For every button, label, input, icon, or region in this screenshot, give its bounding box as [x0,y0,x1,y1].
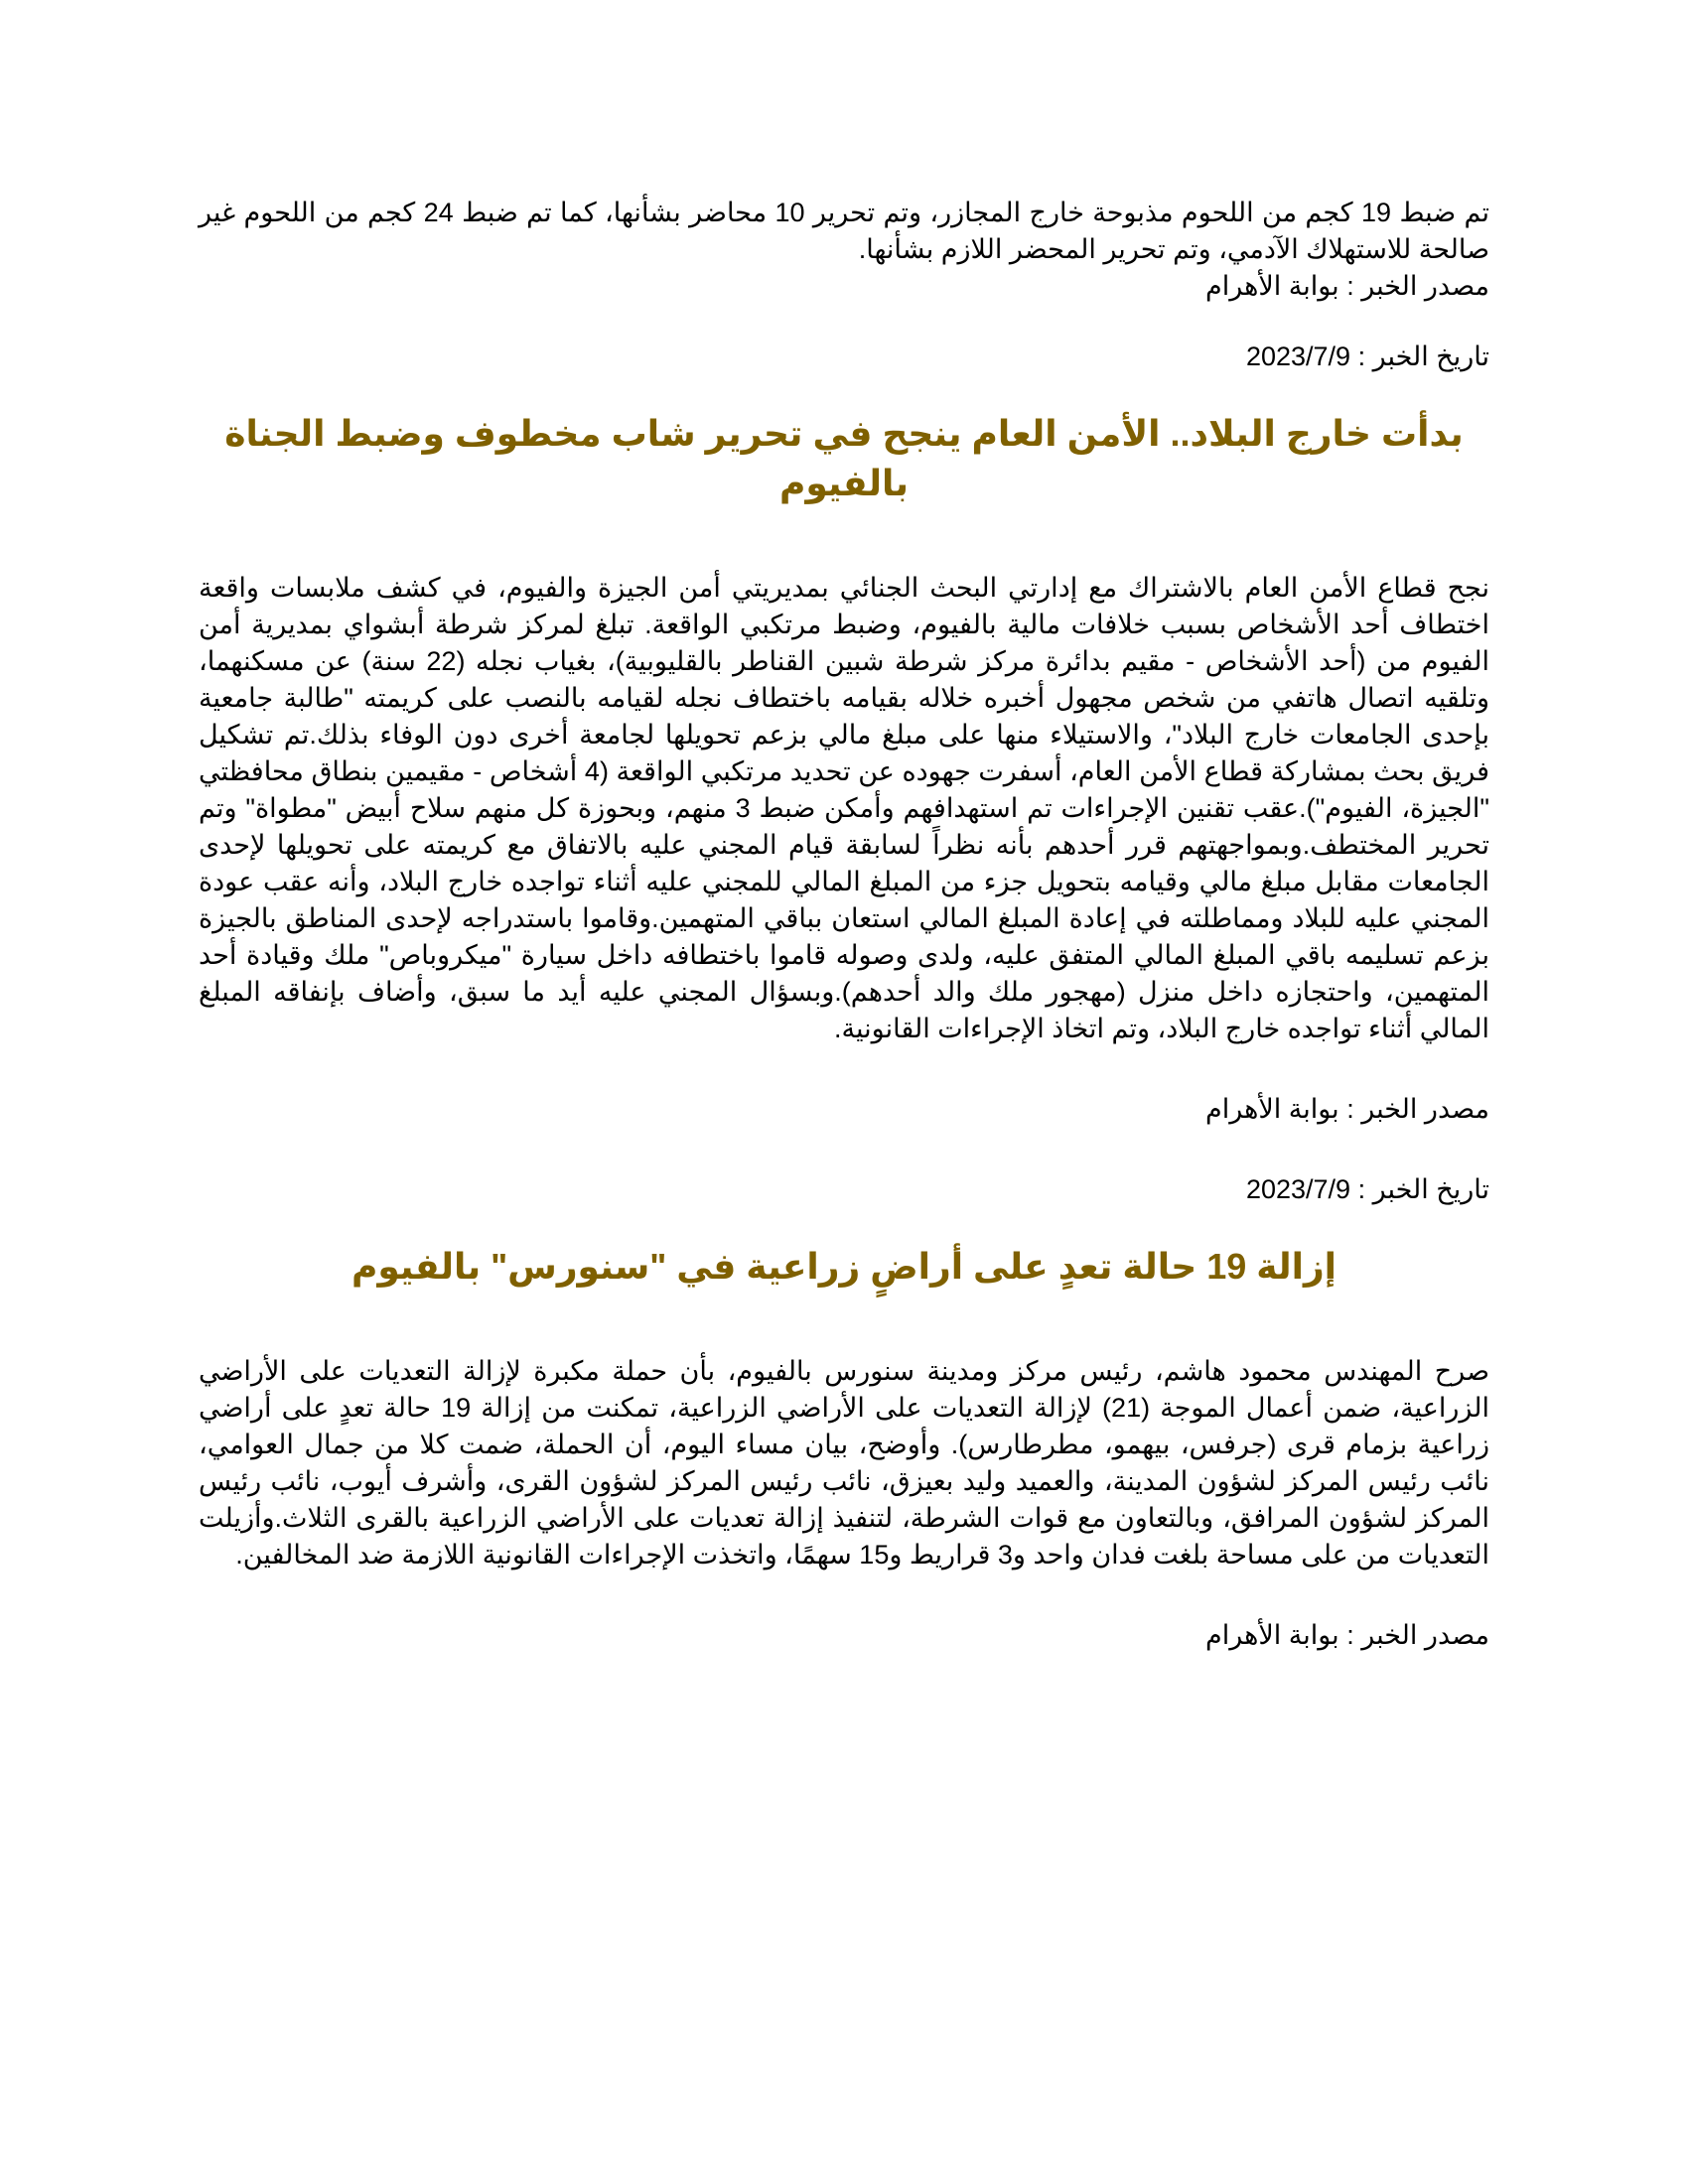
spacer [199,1128,1489,1171]
spacer [199,375,1489,409]
article-headline: إزالة 19 حالة تعدٍ على أراضٍ زراعية في "سنورس" بالفيوم [351,1246,1337,1287]
article-date: تاريخ الخبر : 2023/7/9 [1245,1174,1489,1204]
article-source: مصدر الخبر : بوابة الأهرام [1204,1620,1489,1650]
article-date: تاريخ الخبر : 2023/7/9 [1245,341,1489,371]
spacer [199,1047,1489,1091]
article-headline: بدأت خارج البلاد.. الأمن العام ينجح في تحرير شاب مخطوف وضبط الجناة بالفيوم [224,413,1464,503]
article-body: نجح قطاع الأمن العام بالاشتراك مع إدارتي البحث الجنائي بمديريتي أمن الجيزة والفيوم، في كشف ملابسات واقعة اختطاف أحد الأشخاص بسبب خلافات مالية بالفيوم، وضبط مرتكبي الواقعة. تبلغ لمركز شرطة أبشواي بمديرية أمن الفيوم من (أحد الأشخاص - مقيم بدائرة مركز شرطة شبين القناطر بالقليوبية)، بغياب نجله (22 سنة) عن مسكنهما، وتلقيه اتصال هاتفي من شخص مجهول أخبره خلاله بقيامه باختطاف نجله لقيامه بالنصب على كريمته "طالبة جامعية بإحدى الجامعات خارج البلاد"، والاستيلاء منها على مبلغ مالي بزعم تحويلها لجامعة أخرى دون الوفاء بذلك.تم تشكيل فريق بحث بمشاركة قطاع الأمن العام، أسفرت جهوده عن تحديد مرتكبي الواقعة (4 أشخاص - مقيمين بنطاق محافظتي "الجيزة، الفيوم").عقب تقنين الإجراءات تم استهدافهم وأمكن ضبط 3 منهم، وبحوزة كل منهم سلاح أبيض "مطواة" وتم تحرير المختطف.وبمواجهتهم قرر أحدهم بأنه نظراً لسابقة قيام المجني عليه بالاتفاق مع كريمته على تحويلها لإحدى الجامعات مقابل مبلغ مالي وقيامه بتحويل جزء من المبلغ المالي للمجني عليه أثناء تواجده خارج البلاد، وأنه عقب عودة المجني عليه للبلاد ومماطلته في إعادة المبلغ المالي استعان بباقي المتهمين.وقاموا باستدراجه لإحدى المناطق بالجيزة بزعم تسليمه باقي المبلغ المالي المتفق عليه، ولدى وصوله قاموا باختطافه داخل سيارة "ميكروباص" ملك وقيادة أحد المتهمين، واحتجازه داخل منزل (مهجور ملك والد أحدهم).وبسؤال المجني عليه أيد ما سبق، وأضاف بإنفاقه المبلغ المالي أثناء تواجده خارج البلاد، وتم اتخاذ الإجراءات القانونية. [199,573,1490,1043]
article-body: تم ضبط 19 كجم من اللحوم مذبوحة خارج المجازر، وتم تحرير 10 محاضر بشأنها، كما تم ضبط 24 كجم من اللحوم غير صالحة للاستهلاك الآدمي، وتم تحرير المحضر اللازم بشأنها. [199,198,1489,264]
spacer [199,1292,1489,1353]
spacer [199,1208,1489,1242]
spacer [199,508,1489,570]
document-page [199,195,1489,1654]
article-body: صرح المهندس محمود هاشم، رئيس مركز ومدينة سنورس بالفيوم، بأن حملة مكبرة لإزالة التعديات على الأراضي الزراعية، ضمن أعمال الموجة (21) لإزالة التعديات على الأراضي الزراعية، تمكنت من إزالة 19 حالة تعدٍ على أراضي زراعية بزمام قرى (جرفس، بيهمو، مطرطارس). وأوضح، بيان مساء اليوم، أن الحملة، ضمت كلا من جمال العوامي، نائب رئيس المركز لشؤون المدينة، والعميد وليد بعيزق، نائب رئيس المركز لشؤون القرى، وأشرف أيوب، نائب رئيس المركز لشؤون المرافق، وبالتعاون مع قوات الشرطة، لتنفيذ إزالة تعديات على الأراضي الزراعية بالقرى الثلاث.وأزيلت التعديات من على مساحة بلغت فدان واحد و3 قراريط و15 سهمًا، واتخذت الإجراءات القانونية اللازمة ضد المخالفين. [199,1356,1490,1570]
article-land-encroachment [199,1171,1489,1654]
article-source: مصدر الخبر : بوابة الأهرام [1204,271,1489,301]
article-kidnapping [199,339,1489,1128]
article-meat-seizure [199,195,1489,305]
spacer [199,1573,1489,1617]
spacer [199,305,1489,339]
article-source: مصدر الخبر : بوابة الأهرام [1204,1094,1489,1124]
